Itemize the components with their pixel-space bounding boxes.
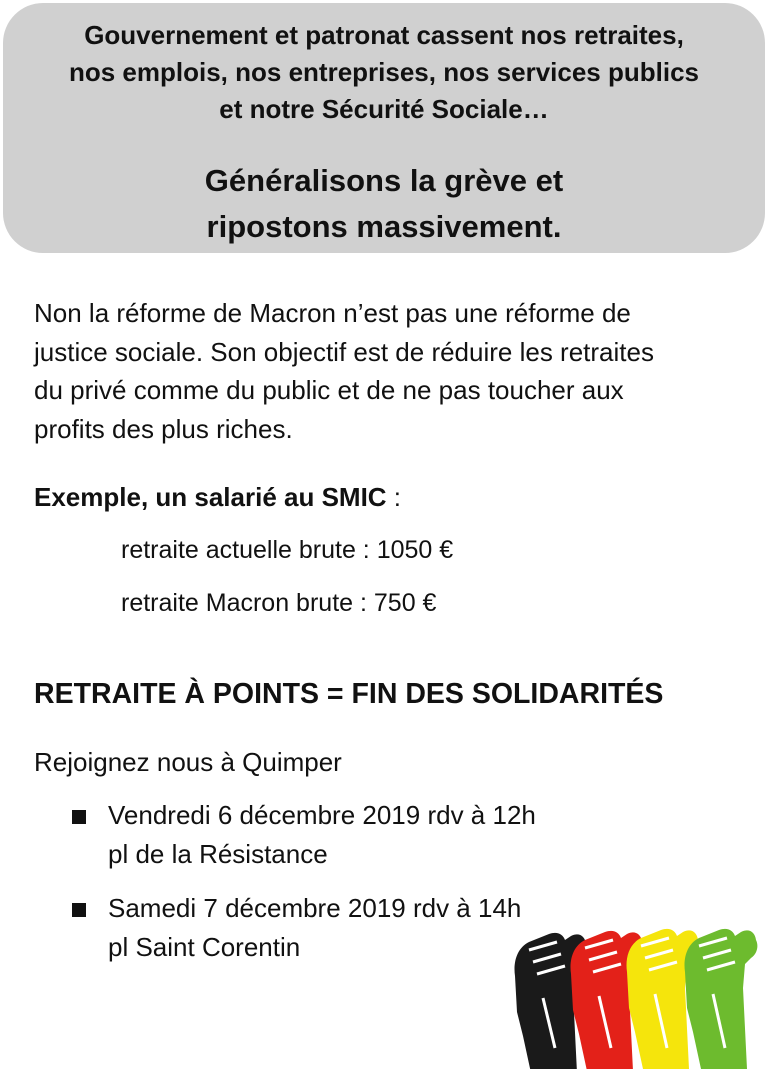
macron-pension: retraite Macron brute : 750 € xyxy=(121,589,437,617)
headline-line: nos emplois, nos entreprises, nos services publics xyxy=(68,57,699,87)
intro-line: justice sociale. Son objectif est de réduire les retraites xyxy=(34,336,654,367)
intro-line: profits des plus riches. xyxy=(34,413,293,444)
cta-line: Généralisons la grève et xyxy=(204,163,564,198)
event-date: Samedi 7 décembre 2019 rdv à 14h xyxy=(108,893,522,923)
square-bullet-icon xyxy=(72,810,86,824)
event-place: pl de la Résistance xyxy=(108,838,328,869)
banner-call-to-action xyxy=(3,158,765,250)
slogan: RETRAITE À POINTS = FIN DES SOLIDARITÉS xyxy=(34,678,664,710)
headline-line: Gouvernement et patronat cassent nos retraites, xyxy=(84,20,684,50)
banner-headline xyxy=(3,17,765,128)
header-banner xyxy=(3,3,765,253)
square-bullet-icon xyxy=(72,903,86,917)
raised-fists-logo xyxy=(507,928,769,1069)
join-text: Rejoignez nous à Quimper xyxy=(34,747,342,777)
intro-paragraph xyxy=(34,294,734,448)
example-colon: : xyxy=(386,482,402,512)
current-pension: retraite actuelle brute : 1050 € xyxy=(121,536,454,564)
event-text xyxy=(108,796,628,873)
cta-line: ripostons massivement. xyxy=(206,209,562,244)
event-place: pl Saint Corentin xyxy=(108,931,301,962)
example-label: Exemple, un salarié au SMIC xyxy=(34,482,387,512)
fist-green-icon xyxy=(685,929,758,1069)
intro-line: du privé comme du public et de ne pas toucher aux xyxy=(34,375,624,405)
example-heading xyxy=(34,480,401,514)
intro-line: Non la réforme de Macron n’est pas une réforme de xyxy=(34,298,631,328)
headline-line: et notre Sécurité Sociale… xyxy=(219,94,549,124)
event-date: Vendredi 6 décembre 2019 rdv à 12h xyxy=(108,800,536,830)
